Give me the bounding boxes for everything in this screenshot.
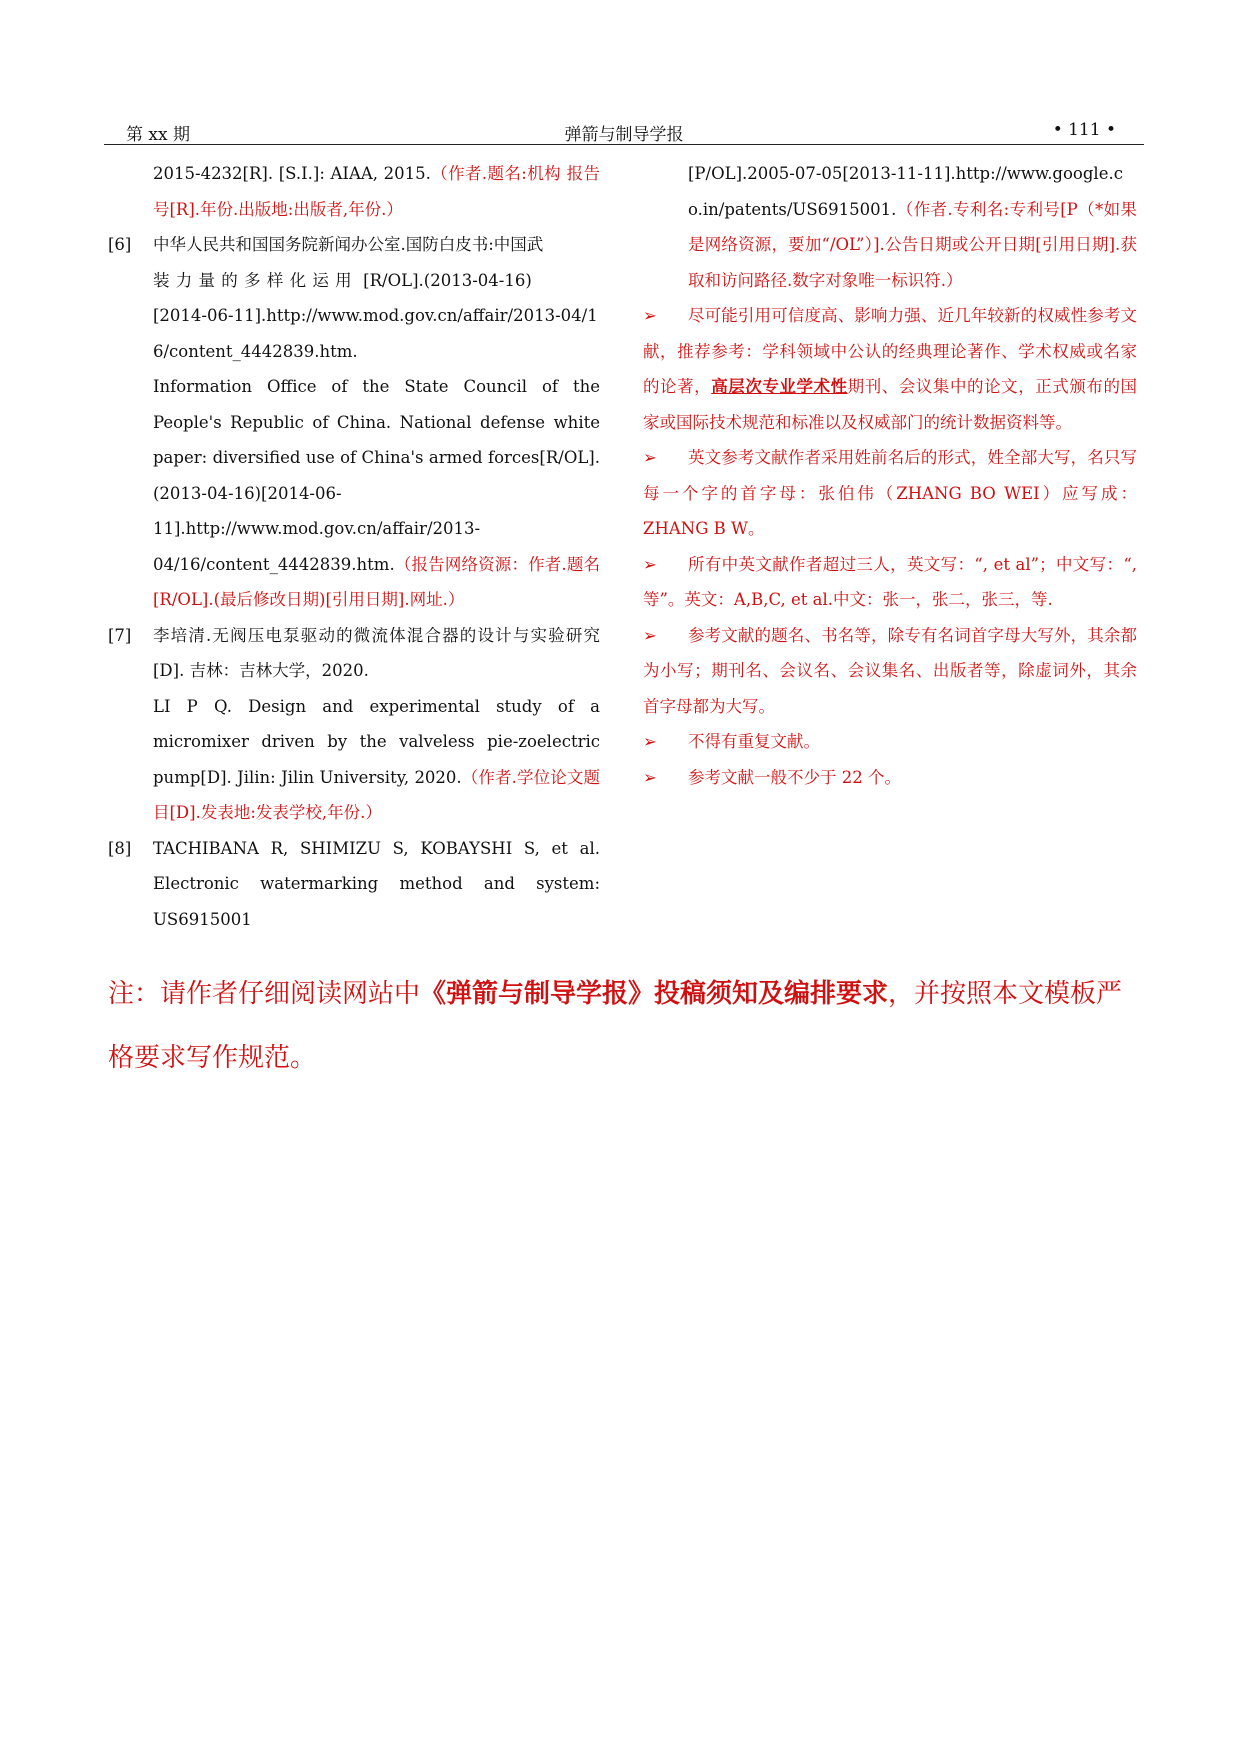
- reference-number: [8]: [108, 838, 132, 858]
- journal-name: 弹箭与制导学报: [564, 125, 684, 145]
- left-column: [108, 156, 600, 937]
- format-note: （报告网络资源：作者.题名[R/OL].(最后修改日期)[引用日期].网址.）: [153, 554, 600, 609]
- guideline-text: 参考文献一般不少于 22 个。: [688, 767, 901, 787]
- reference-text: [2014-06-11].http://www.mod.gov.cn/affair/2013-04/16/content_4442839.htm.: [153, 306, 598, 361]
- guideline-item: [643, 724, 1137, 760]
- reference-text: 李培清.无阀压电泵驱动的微流体混合器的设计与实验研究[D]. 吉林：吉林大学，2020.: [153, 625, 600, 680]
- guideline-text: 不得有重复文献。: [688, 732, 820, 751]
- reference-text: 中华人民共和国国务院新闻办公室.国防白皮书:中国武: [153, 235, 544, 254]
- reference-text: 装力量的多样化运用: [153, 270, 358, 290]
- arrow-bullet-icon: ➢: [643, 732, 657, 751]
- reference-6: [108, 227, 600, 618]
- arrow-bullet-icon: ➢: [643, 306, 657, 325]
- note-suffix: ，并按照本文模板严格要求写作规范。: [108, 979, 1123, 1073]
- note-prefix: 注：请作者仔细阅读网站中: [108, 979, 421, 1009]
- reference-english: LI P Q. Design and experimental study of a micromixer driven by the valveless pie-zoelectric pump[D]. Jilin: Jilin University, 2020.: [153, 696, 600, 787]
- reference-8: [108, 831, 600, 938]
- right-column: [643, 156, 1137, 795]
- reference-english: Information Office of the State Council of the People's Republic of China. National defense white paper: diversified use of China's armed forces[R/OL].(2013-04-16)[2014-06-11].http://www.mod.gov.cn/affair/2013-04/16/content_4442839.htm.: [153, 377, 600, 574]
- guideline-text: 参考文献的题名、书名等，除专有名词首字母大写外，其余都为小写；期刊名、会议名、会议集名、出版者等，除虚词外，其余首字母都为大写。: [643, 625, 1137, 716]
- format-note: （作者.学位论文题目[D].发表地:发表学校,年份.）: [153, 767, 601, 822]
- guideline-text: 英文参考文献作者采用姓前名后的形式，姓全部大写，名只写每一个字的首字母：张伯伟（ZHANG BO WEI）应写成：ZHANG B W。: [643, 448, 1137, 538]
- issue-number: 第 xx 期: [126, 125, 190, 145]
- guideline-text: 尽可能引用可信度高、影响力强、近几年较新的权威性参考文献，推荐参考：学科领域中公认的经典理论著作、学术权威或名家的论著，: [643, 306, 1137, 396]
- reference-text: 2015-4232[R]. [S.I.]: AIAA, 2015.: [153, 164, 431, 183]
- page-number: • 111 •: [1052, 120, 1116, 140]
- note-emphasis: 《弹箭与制导学报》投稿须知及编排要求: [420, 979, 889, 1009]
- reference-number: [7]: [108, 625, 132, 645]
- guideline-item: [643, 618, 1137, 725]
- arrow-bullet-icon: ➢: [643, 767, 657, 787]
- arrow-bullet-icon: ➢: [643, 554, 657, 574]
- emphasis-text: 高层次专业学术性: [711, 377, 848, 396]
- guideline-item: [643, 440, 1137, 547]
- guideline-text: 期刊、会议集中的论文，正式颁布的国家或国际技术规范和标准以及权威部门的统计数据资料等。: [643, 377, 1138, 432]
- reference-text: [P/OL].2005-07-05[2013-11-11].http://www.google.co.in/patents/US6915001.: [688, 164, 1123, 219]
- format-note: （作者.专利名:专利号[P（*如果是网络资源，要加“/OL”）].公告日期或公开日期[引用日期].获取和访问路径.数字对象唯一标识符.）: [688, 199, 1137, 290]
- format-note: （作者.题名:机构 报告号[R].年份.出版地:出版者,年份.）: [153, 164, 600, 219]
- reference-text: TACHIBANA R, SHIMIZU S, KOBAYSHI S, et al. Electronic watermarking method and system: US6915001: [153, 838, 600, 929]
- running-header: [104, 116, 1144, 145]
- guideline-item: [643, 547, 1137, 618]
- guideline-item: [643, 760, 1137, 796]
- reference-text: [R/OL].(2013-04-16): [357, 270, 532, 290]
- reference-5-continued: [108, 156, 600, 227]
- guideline-text: 所有中英文献作者超过三人，英文写：“, et al”；中文写：“, 等”。英文：A,B,C, et al.中文：张一，张二，张三，等.: [643, 554, 1137, 609]
- reference-7: [108, 618, 600, 831]
- reference-8-continued: [643, 156, 1137, 298]
- guideline-item: [643, 298, 1137, 440]
- reference-number: [6]: [108, 235, 132, 254]
- arrow-bullet-icon: ➢: [643, 625, 657, 645]
- arrow-bullet-icon: ➢: [643, 448, 657, 467]
- author-note: [108, 962, 1138, 1090]
